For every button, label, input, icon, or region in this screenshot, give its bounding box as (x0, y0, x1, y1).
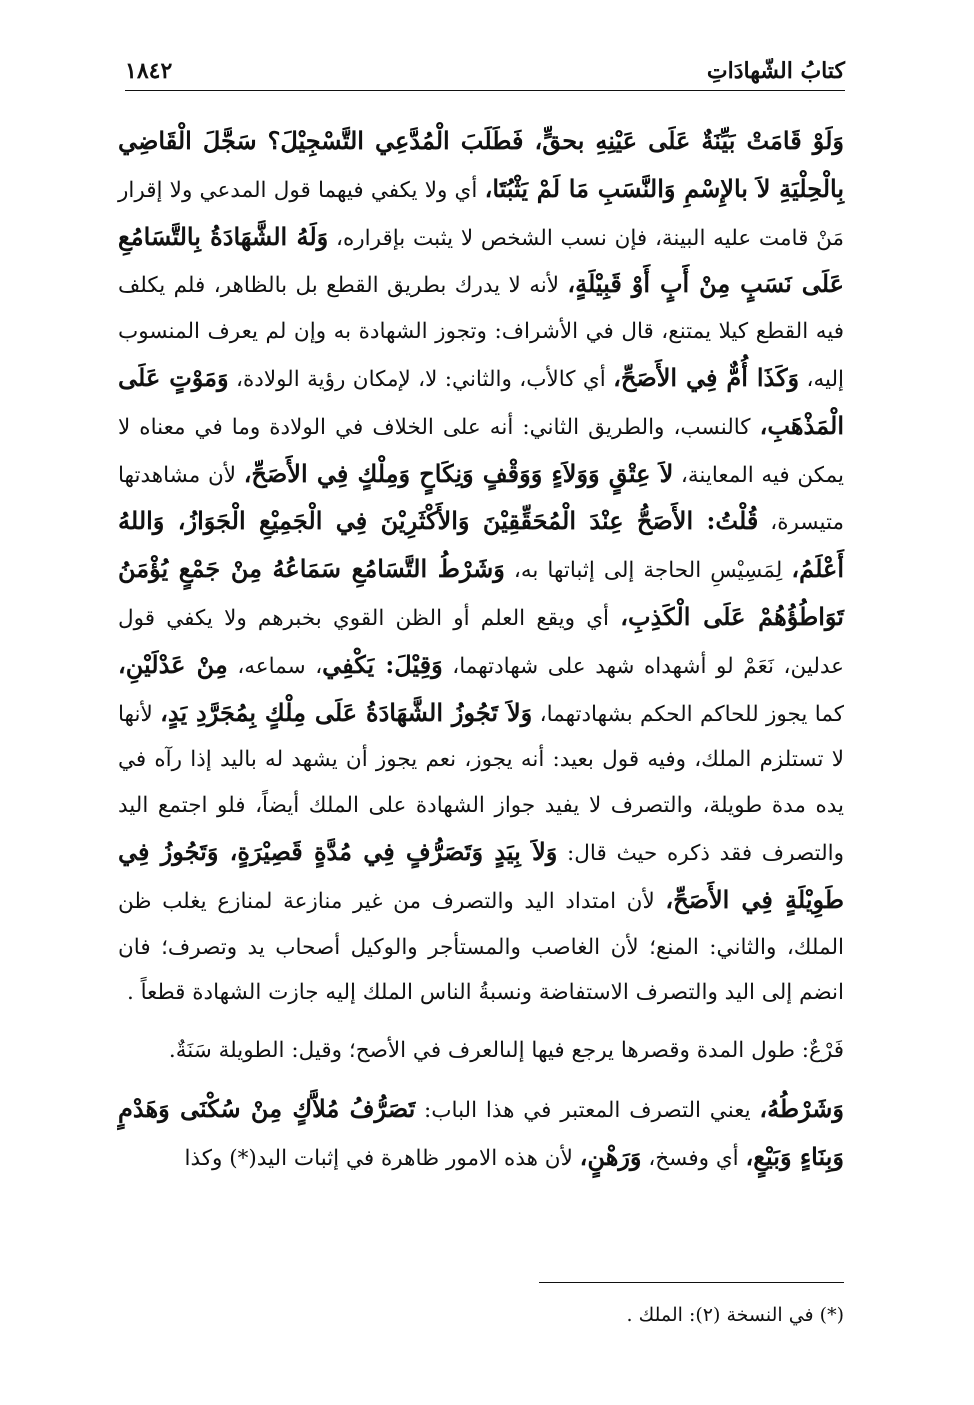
matn-text: وَلَهُ الشَّهَادَةُ بِالتَّسَامُعِ عَلَى نَسَبٍ مِنْ أَبٍ أَوْ قَبِيْلَةٍ، (118, 221, 844, 299)
running-title: كتابُ الشّهادَاتِ (706, 58, 845, 84)
matn-text: وَلاَ بِيَدٍ وَتَصَرُّفٍ فِي مُدَّةٍ قَصِيْرَةٍ، وَتَجُوزُ فِي طَوِيْلَةٍ فِي الأَصَحِّ، (118, 836, 844, 914)
paragraph (118, 118, 844, 1016)
matn-text: مِنْ عَدْلَيْنِ، (118, 649, 228, 679)
commentary-text: أي ويقع العلم أو الظن القوي بخبرهم ولا يكفي قول عدلين، نَعَمْ لو أشهداه شهد على شهادتهما، (118, 605, 845, 679)
commentary-text: لِمَسِيْسِ الحاجة إلى إثباتها به، (504, 558, 792, 584)
paragraph (118, 1086, 844, 1182)
matn-text: وَشَرْطُ التَّسَامُعِ سَمَاعُهُ مِنْ جَمْعٍ يُؤْمَنُ تَوَاطُؤُهُمْ عَلَى الْكَذِبِ، (118, 554, 844, 631)
commentary-text: فَرْعٌ: طول المدة وقصرها يرجع فيها إلىالعرف في الأصح؛ وقيل: الطويلة سَنَةٌ. (168, 1038, 844, 1064)
commentary-text: كالنسب، والطريق الثاني: أنه على الخلاف في الولادة وما في معناه لا يمكن فيه المعاينة، (118, 414, 845, 488)
matn-text: تَصَرُّفُ مُلاَّكٍ مِنْ سُكْنَى وَهَدْمٍ وَبِنَاءٍ وَبَيْعٍ، (118, 1093, 844, 1171)
matn-text: لاَ عِتْقٍ وَوَلاَءٍ وَوَقْفٍ وَنِكَاحٍ وَمِلْكٍ فِي الأَصَحِّ، (243, 458, 674, 488)
commentary-text: لأن امتداد اليد والتصرف من غير منازعة لمنازع يغلب ظن الملك، والثاني: المنع؛ لأن الغاصب والمستأجر والوكيل أصحاب يد وتصرف؛ فان انضم إلى اليد والتصرف الاستفاضة ونسبةُ الناس الملك إليه جازت الشهادة قطعاً . (118, 888, 844, 1006)
footnote-separator (539, 1282, 844, 1283)
matn-text: وَلاَ تَجُوزُ الشَّهَادَةُ عَلَى مِلْكٍ بِمُجَرَّدِ يَدٍ، (160, 697, 533, 727)
matn-text: وَمَوْتٍ عَلَى الْمَذْهَبِ، (118, 362, 844, 440)
matn-text: قُلْتُ: الأَصَحُّ عِنْدَ الْمُحَقِّقِيْنَ وَالأَكْثَرِيْنَ فِي الْجَمِيْعِ الْجَوَازُ، وَاللهُ أَعْلَمُ، (118, 506, 844, 584)
commentary-text: لأن مشاهدتها متيسرة، (118, 462, 844, 536)
commentary-text: ، سماعه، (227, 653, 323, 679)
matn-text: وَقِيْلَ: يَكْفِي (322, 649, 443, 679)
main-text (118, 118, 844, 1182)
matn-text: وَكَذَا أُمٌّ فِي الأَصَحِّ، (613, 362, 800, 392)
commentary-text: لأنها لا تستلزم الملك، وفيه قول بعيد: أنه يجوز، نعم يجوز أن يشهد له باليد إذا رآه في يده مدة طويلة، والتصرف لا يفيد جواز الشهادة على الملك أيضاً، فلو اجتمع اليد والتصرف فقد ذكره حيث قال: (118, 701, 844, 866)
commentary-text: لأن هذه الامور ظاهرة في إثبات اليد(*) وكذا (184, 1145, 580, 1171)
commentary-text: لأنه لا يدرك بطريق القطع بل بالظاهر، فلم يكلف فيه القطع كيلا يمتنع، قال في الأشراف: وتجوز الشهادة به وإن لم يعرف المنسوب إليه، (118, 273, 845, 392)
commentary-text: أي كالأب، والثاني: لا، لإمكان رؤية الولادة، (228, 366, 614, 392)
page-header (125, 58, 845, 100)
header-rule (125, 90, 845, 91)
paragraph (118, 1028, 844, 1074)
page-number: ١٨٤٢ (125, 58, 173, 84)
commentary-text: يعني التصرف المعتبر في هذا الباب: (415, 1097, 760, 1123)
matn-text: وَرَهْنٍ، (579, 1141, 642, 1171)
footnote: (*) في النسخة (٢): الملك . (626, 1304, 844, 1326)
commentary-text: أي ولا يكفي فيهما قول المدعي ولا إقرار مَنْ قامت عليه البينة، فإن نسب الشخص لا يثبت بإقراره، (118, 177, 845, 251)
commentary-text: أي وفسخ، (641, 1145, 746, 1171)
matn-text: وَلَوْ قَامَتْ بَيِّنَةٌ عَلَى عَيْنِهِ بحقٍّ، فَطَلَبَ الْمُدَّعِي التَّسْجِيْلَ؟ سَجَّلَ الْقَاضِي بِالْحِلْيَةِ لاَ بالإِسْمِ وَالنَّسَبِ مَا لَمْ يَثْبُتَا، (118, 126, 844, 203)
commentary-text: كما يجوز للحاكم الحكم بشهادتهما، (532, 701, 844, 727)
matn-text: وَشَرْطُهُ، (759, 1093, 844, 1123)
